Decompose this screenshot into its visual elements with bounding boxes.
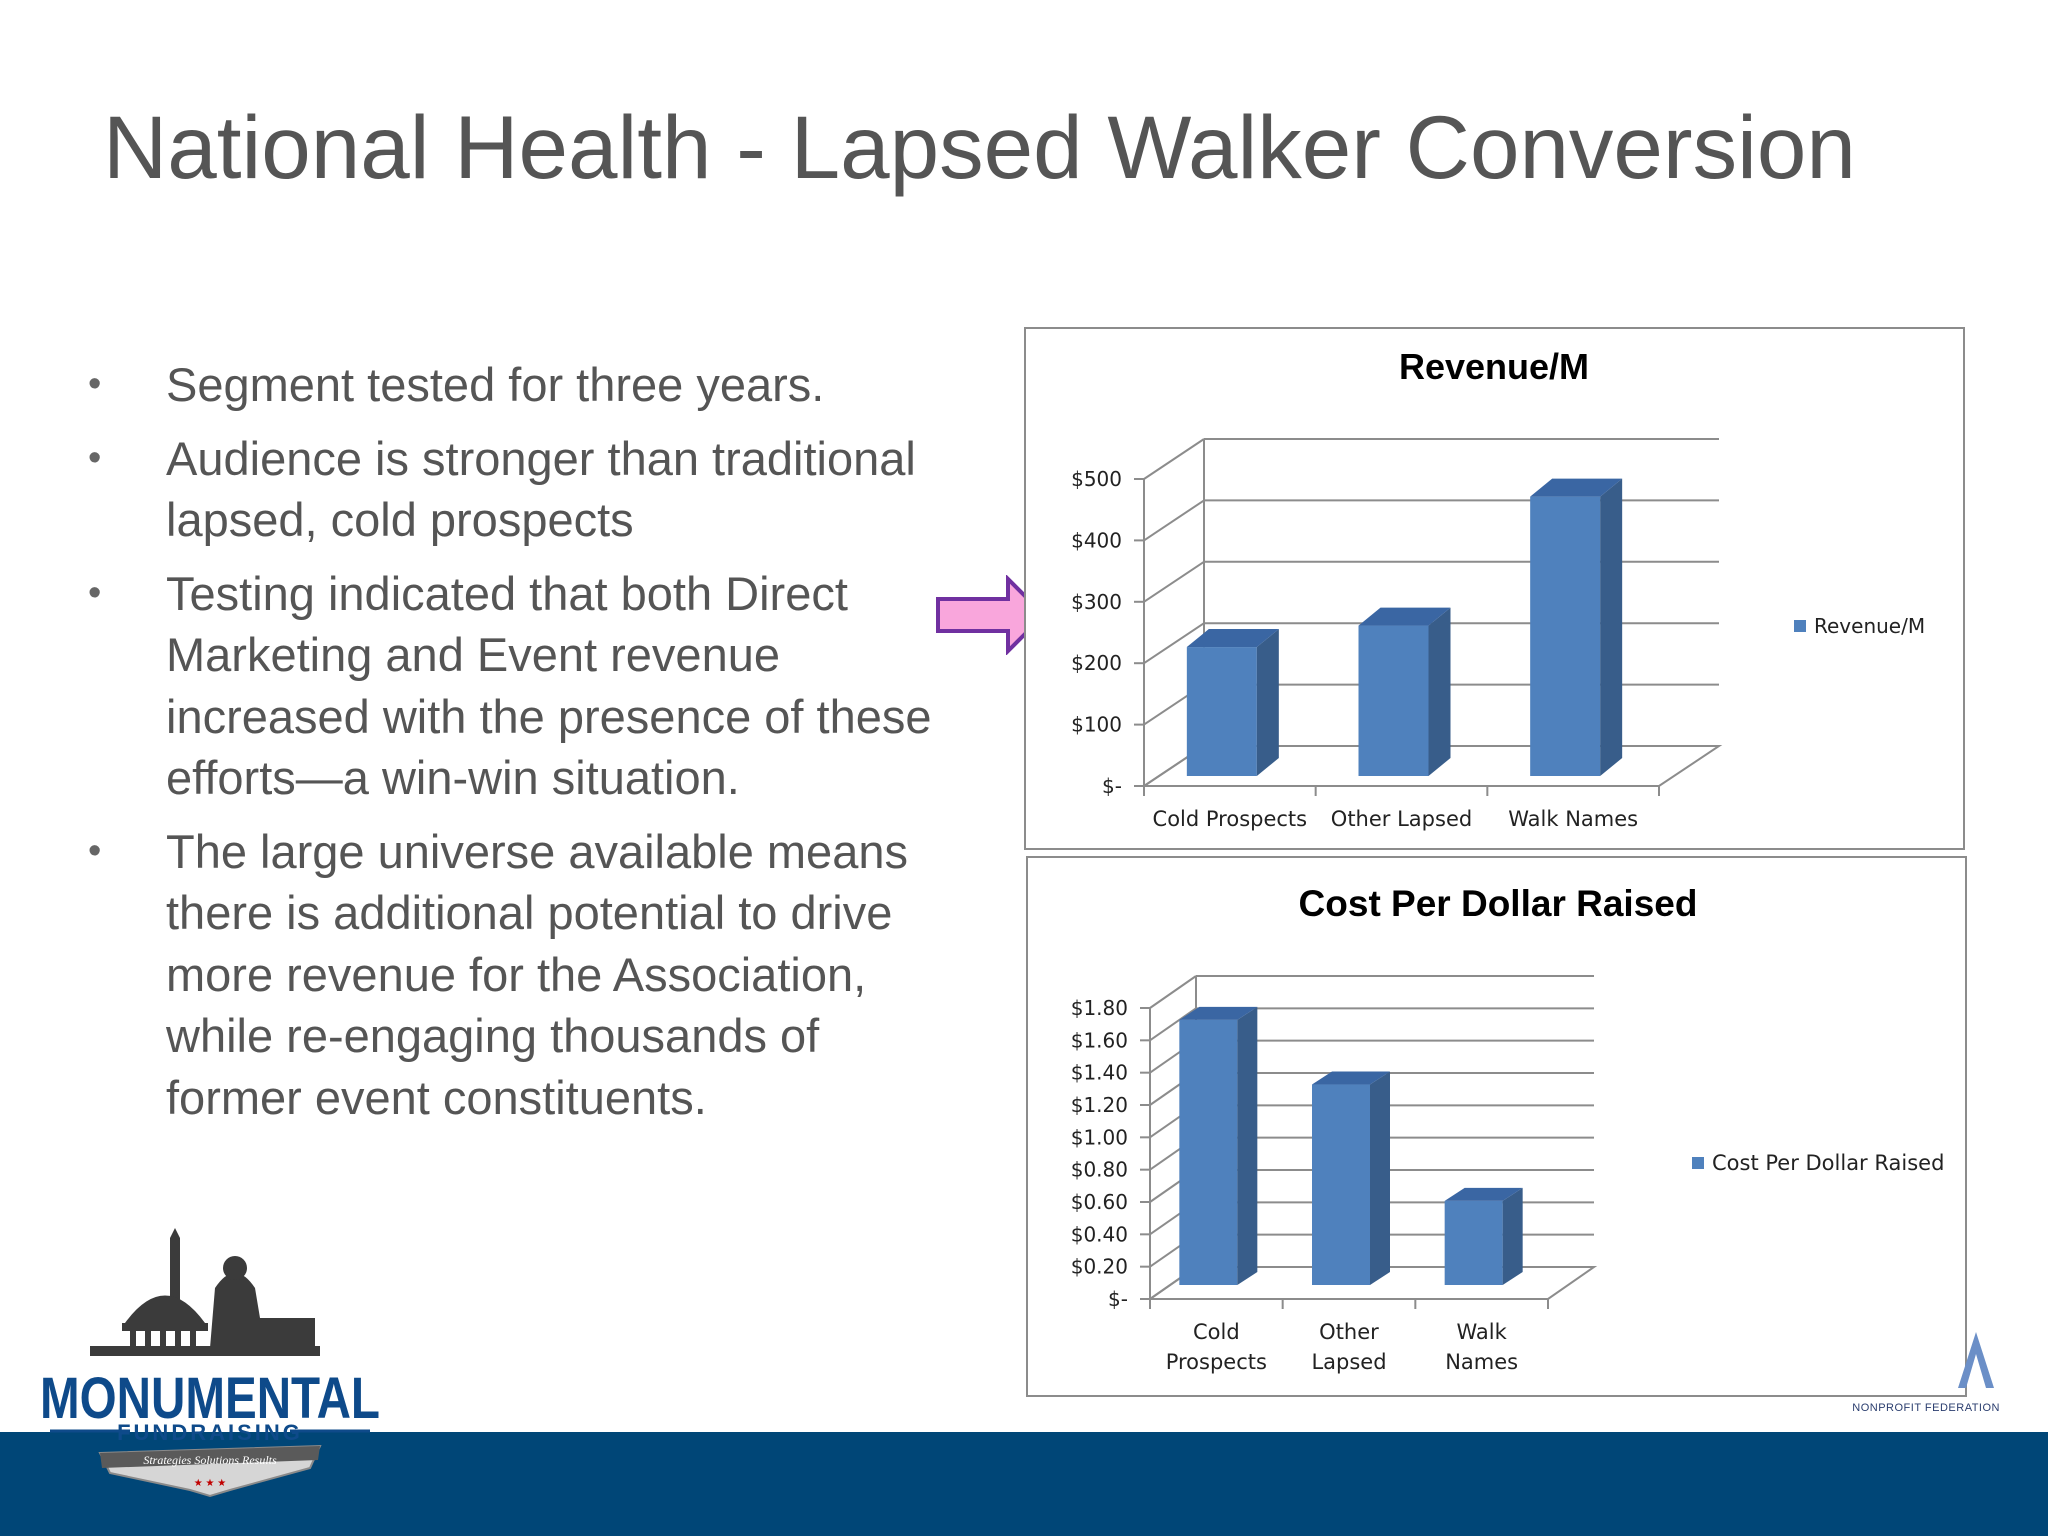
chart2-category-label: Names [1445,1350,1519,1374]
cost-per-dollar-chart-svg [1028,858,1965,1395]
chart2-bar [1445,1188,1523,1285]
chart1-bar [1187,629,1279,776]
chart2-legend-label: Cost Per Dollar Raised [1712,1151,1945,1175]
chart2-y-tick-label: $- [1108,1287,1128,1311]
chart1-y-tick-label: $300 [1071,589,1122,614]
chart1-category-label: Walk Names [1508,807,1639,831]
chart1-bar-front [1530,497,1600,776]
chart2-y-tick-label: $0.80 [1070,1157,1128,1182]
chart1-bar-side [1257,629,1279,776]
chart2-bar-front [1445,1201,1503,1285]
chart2-y-tick-label: $0.40 [1070,1222,1128,1247]
slide-title: National Health - Lapsed Walker Conversion [103,97,1856,197]
chart1-bar-front [1187,647,1257,776]
chart1-legend-swatch [1794,620,1806,632]
chart1-bar-front [1359,626,1429,776]
chart1-bar [1359,608,1451,776]
chart1-grid-side [1144,500,1204,540]
chart2-title: Cost Per Dollar Raised [1298,883,1698,924]
chart1-bar-side [1600,479,1622,776]
chart1-bar-side [1429,608,1451,776]
chart1-y-tick-label: $200 [1071,651,1122,676]
chart2-bar-side [1370,1072,1390,1285]
chart2-y-tick-label: $1.40 [1070,1060,1128,1085]
chart2-y-tick-label: $1.00 [1070,1125,1128,1150]
chart1-grid-side [1144,562,1204,602]
chart1-category-label: Other Lapsed [1330,807,1473,831]
svg-text:★ ★ ★: ★ ★ ★ [193,1478,227,1489]
partner-logo [1848,1330,2000,1414]
chart2-category-label: Walk [1456,1320,1507,1344]
chart2-legend-swatch [1692,1157,1704,1169]
logo-subtitle: FUNDRAISING [117,1420,303,1445]
bullet-item: • The large universe available means there is additional potential to drive more revenue for the Association, while re-engaging thousands of former event constituents. [84,821,964,1129]
chart2-bar [1179,1007,1257,1285]
chart1-y-tick-label: $400 [1071,528,1122,553]
revenue-chart-svg [1026,329,1963,848]
chart2-bar-side [1503,1188,1523,1285]
cost-per-dollar-chart [1026,856,1967,1397]
chart1-bar [1530,479,1622,776]
chart2-y-tick-label: $1.20 [1070,1093,1128,1117]
chart2-bar-side [1237,1007,1257,1285]
chart1-y-tick-label: $100 [1071,712,1122,737]
chart2-category-label: Cold [1192,1320,1240,1344]
logo-tagline: Strategies Solutions Results [143,1453,277,1467]
bullet-item: • Audience is stronger than traditional lapsed, cold prospects [84,428,964,551]
chart2-y-tick-label: $0.60 [1070,1190,1128,1214]
logo-name: MONUMENTAL [40,1366,380,1431]
chart2-y-tick-label: $0.20 [1070,1254,1128,1279]
bullet-list [84,354,964,1140]
chart1-y-tick-label: $500 [1071,467,1122,491]
chart2-category-label: Other [1319,1320,1379,1344]
chart2-bar [1312,1072,1390,1285]
chart1-category-label: Cold Prospects [1152,807,1308,831]
chart1-grid-side [1144,439,1204,479]
chart2-bar-front [1179,1020,1237,1285]
revenue-chart [1024,327,1965,850]
chart2-category-label: Prospects [1165,1350,1267,1374]
monumental-fundraising-logo [30,1228,390,1498]
chart1-legend-label: Revenue/M [1814,614,1926,638]
chart2-bar-front [1312,1085,1370,1285]
chart1-title: Revenue/M [1398,346,1590,387]
chart1-y-tick-label: $- [1102,774,1122,798]
chart2-grid-side [1150,976,1196,1008]
chart2-y-tick-label: $1.80 [1070,996,1128,1020]
chart2-y-tick-label: $1.60 [1070,1028,1128,1053]
bullet-item: • Segment tested for three years. [84,354,964,416]
bullet-item: • Testing indicated that both Direct Marketing and Event revenue increased with the presence of these efforts—a win-win situation. [84,563,964,809]
partner-logo-text: NONPROFIT FEDERATION [1852,1402,2000,1414]
chart2-category-label: Lapsed [1311,1350,1387,1374]
